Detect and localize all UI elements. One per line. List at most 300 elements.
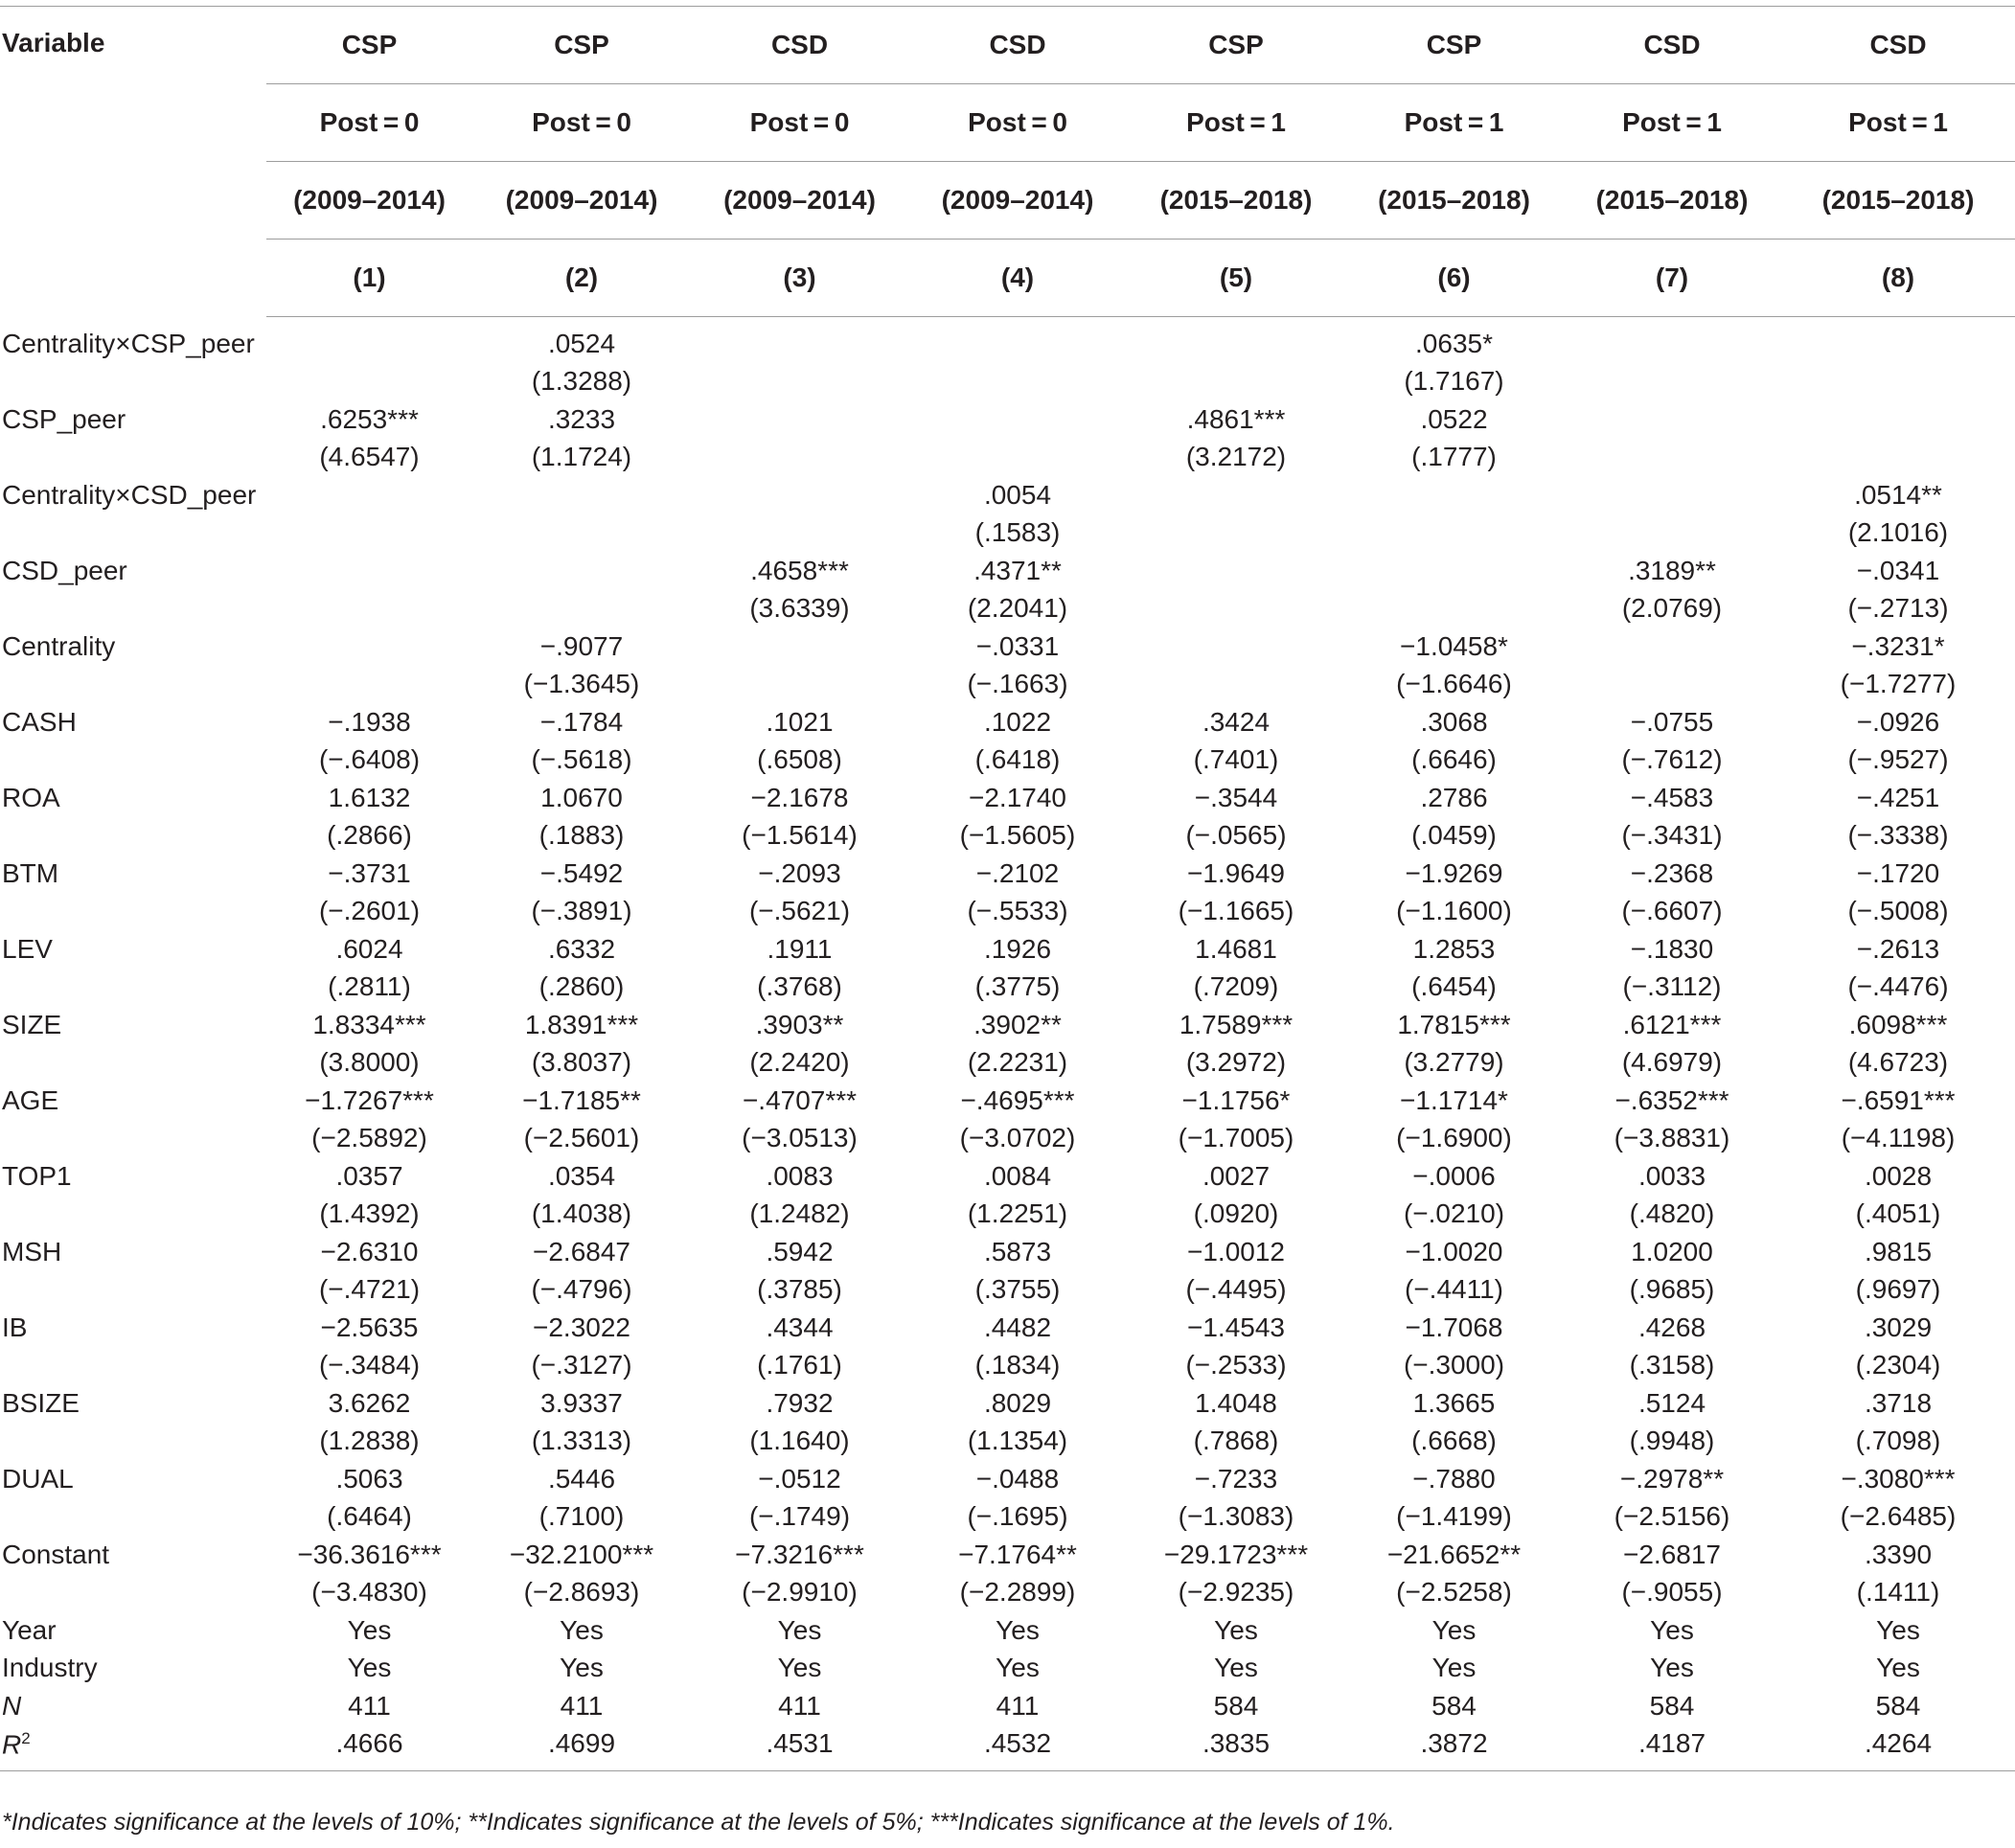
coefficient-cell: −.1830	[1630, 933, 1714, 964]
column-number-header: (5)	[1127, 240, 1345, 317]
dependent-header: CSP	[266, 7, 472, 84]
t-statistic-cell: (3.6339)	[749, 593, 850, 624]
coefficient-cell: −.9077	[539, 630, 624, 661]
t-statistic-cell: (1.1354)	[967, 1426, 1068, 1456]
value-cell: Yes	[1214, 1614, 1258, 1645]
t-statistic-cell	[908, 363, 1127, 401]
t-statistic-cell: (−.7612)	[1621, 744, 1723, 775]
value-cell: 411	[560, 1690, 604, 1721]
t-statistic-cell: (.9948)	[1629, 1426, 1715, 1456]
coefficient-cell: −.0512	[758, 1463, 841, 1494]
coefficient-cell: −.3731	[328, 857, 411, 888]
coefficient-cell: .0524	[547, 328, 616, 358]
coefficient-cell: .3424	[1202, 706, 1271, 737]
coefficient-cell: .0083	[766, 1160, 834, 1191]
variable-label: BTM	[2, 857, 59, 888]
t-statistic-cell: (.6418)	[974, 744, 1061, 775]
variable-label	[0, 1650, 266, 1688]
period-header: (2009–2014)	[472, 162, 691, 240]
coefficient-cell: −2.1740	[969, 782, 1066, 812]
header-row-period	[0, 162, 2015, 240]
t-statistic-cell: (1.2251)	[967, 1198, 1068, 1229]
t-statistic-cell: (−.9527)	[1847, 744, 1949, 775]
coefficient-cell	[1563, 476, 1781, 514]
dependent-header: CSD	[1563, 7, 1781, 84]
table-row	[0, 1044, 2015, 1083]
table-header	[0, 7, 2015, 317]
t-statistic-cell	[1345, 590, 1563, 628]
table-row	[0, 1423, 2015, 1461]
coefficient-cell: 1.4681	[1195, 933, 1277, 964]
dependent-header: CSD	[691, 7, 908, 84]
column-number-header: (1)	[266, 240, 472, 317]
table-row	[0, 552, 2015, 590]
coefficient-cell: −29.1723***	[1163, 1539, 1309, 1569]
t-statistic-cell: (1.2482)	[749, 1198, 850, 1229]
t-statistic-cell: (.7209)	[1193, 971, 1279, 1002]
t-statistic-cell: (−.4495)	[1185, 1274, 1287, 1305]
t-statistic-cell: (.1834)	[974, 1350, 1061, 1380]
value-cell: .4532	[908, 1725, 1127, 1771]
table-row	[0, 779, 2015, 817]
table-row	[0, 1082, 2015, 1120]
coefficient-cell: −2.5635	[320, 1312, 419, 1342]
t-statistic-cell: (−2.5258)	[1396, 1577, 1512, 1608]
t-statistic-cell: (−.4796)	[531, 1274, 632, 1305]
table-row	[0, 317, 2015, 363]
coefficient-cell: −.3080***	[1841, 1463, 1956, 1494]
t-statistic-cell: (.0459)	[1411, 820, 1497, 851]
coefficient-cell: −1.7068	[1405, 1312, 1503, 1342]
coefficient-cell: −32.2100***	[509, 1539, 654, 1569]
t-statistic-cell: (.6464)	[327, 1501, 412, 1532]
t-statistic-cell: (.4820)	[1629, 1198, 1715, 1229]
coefficient-cell	[691, 400, 908, 439]
t-statistic-cell: (−1.3083)	[1178, 1501, 1294, 1532]
coefficient-cell: −1.0012	[1187, 1236, 1285, 1266]
coefficient-cell	[1127, 317, 1345, 363]
coefficient-cell: −1.7267***	[305, 1084, 434, 1115]
coefficient-cell: −.0926	[1856, 706, 1940, 737]
column-number-header: (8)	[1781, 240, 2015, 317]
value-cell: Yes	[1650, 1653, 1694, 1683]
t-statistic-cell	[1563, 363, 1781, 401]
value-cell: 411	[348, 1690, 391, 1721]
coefficient-cell	[472, 552, 691, 590]
value-cell: Yes	[1214, 1653, 1258, 1683]
post-header: Post = 1	[1563, 84, 1781, 162]
t-statistic-cell: (2.2041)	[967, 593, 1068, 624]
table-row	[0, 855, 2015, 893]
t-statistic-cell: (2.2231)	[967, 1047, 1068, 1078]
dependent-header: CSP	[472, 7, 691, 84]
table-row	[0, 741, 2015, 780]
table-row	[0, 1196, 2015, 1234]
coefficient-cell: −.2368	[1630, 857, 1714, 888]
table-row	[0, 1498, 2015, 1537]
coefficient-cell: .0033	[1637, 1160, 1706, 1191]
dependent-header: CSP	[1345, 7, 1563, 84]
coefficient-cell	[1781, 400, 2015, 439]
value-cell: .4666	[266, 1725, 472, 1771]
value-cell: Yes	[996, 1653, 1040, 1683]
t-statistic-cell: (−.9055)	[1621, 1577, 1723, 1608]
t-statistic-cell: (.1777)	[1411, 442, 1497, 472]
coefficient-cell: .4371**	[973, 555, 1062, 585]
t-statistic-cell: (3.2972)	[1185, 1047, 1287, 1078]
t-statistic-cell: (−2.2899)	[959, 1577, 1076, 1608]
coefficient-cell: 1.7815***	[1397, 1009, 1511, 1039]
t-statistic-cell	[691, 514, 908, 553]
dependent-header: CSD	[908, 7, 1127, 84]
t-statistic-cell	[266, 514, 472, 553]
empty-cell	[0, 893, 266, 931]
coefficient-cell: .3718	[1864, 1387, 1933, 1418]
empty-cell	[0, 1347, 266, 1385]
table-row	[0, 439, 2015, 477]
t-statistic-cell: (−.1749)	[748, 1501, 851, 1532]
t-statistic-cell: (−1.3645)	[523, 669, 640, 699]
coefficient-cell: −1.9649	[1187, 857, 1285, 888]
t-statistic-cell	[1127, 363, 1345, 401]
value-cell: Yes	[996, 1614, 1040, 1645]
coefficient-cell	[1127, 627, 1345, 666]
t-statistic-cell: (1.4392)	[319, 1198, 420, 1229]
t-statistic-cell: (3.8000)	[319, 1047, 420, 1078]
t-statistic-cell: (1.3313)	[531, 1426, 632, 1456]
period-header: (2009–2014)	[691, 162, 908, 240]
empty-cell	[0, 590, 266, 628]
coefficient-cell: .6332	[547, 933, 616, 964]
value-cell: 584	[1649, 1690, 1695, 1721]
column-number-header: (4)	[908, 240, 1127, 317]
coefficient-cell	[1563, 400, 1781, 439]
coefficient-cell: .4658***	[750, 555, 849, 585]
value-cell: 411	[996, 1690, 1040, 1721]
coefficient-cell: −.7880	[1412, 1463, 1496, 1494]
coefficient-cell: .5873	[983, 1236, 1052, 1266]
coefficient-cell: −.4251	[1856, 782, 1940, 812]
t-statistic-cell	[472, 514, 691, 553]
t-statistic-cell: (−.3127)	[531, 1350, 632, 1380]
coefficient-cell: 1.8391***	[524, 1009, 639, 1039]
t-statistic-cell: (−.6408)	[318, 744, 421, 775]
t-statistic-cell: (.3768)	[757, 971, 842, 1002]
coefficient-cell	[266, 476, 472, 514]
post-header: Post = 0	[691, 84, 908, 162]
t-statistic-cell: (−3.8831)	[1614, 1123, 1730, 1153]
coefficient-cell: .6121***	[1622, 1009, 1722, 1039]
coefficient-cell: .3068	[1420, 706, 1488, 737]
t-statistic-cell: (.3775)	[974, 971, 1061, 1002]
empty-cell	[0, 1120, 266, 1158]
coefficient-cell	[472, 476, 691, 514]
t-statistic-cell: (−.3000)	[1403, 1350, 1505, 1380]
t-statistic-cell: (−.0210)	[1403, 1198, 1505, 1229]
coefficient-cell: .0354	[547, 1160, 616, 1191]
t-statistic-cell: (−1.1600)	[1396, 896, 1512, 926]
value-cell: .4531	[691, 1725, 908, 1771]
table-row	[0, 930, 2015, 969]
t-statistic-cell	[1563, 666, 1781, 704]
value-cell: Yes	[560, 1653, 604, 1683]
column-number-header: (7)	[1563, 240, 1781, 317]
coefficient-cell: 1.3665	[1412, 1387, 1496, 1418]
empty-cell	[0, 666, 266, 704]
coefficient-cell: −2.6847	[533, 1236, 630, 1266]
t-statistic-cell: (−.3112)	[1622, 971, 1722, 1002]
variable-label: IB	[2, 1312, 28, 1342]
variable-label: MSH	[2, 1236, 62, 1266]
coefficient-cell: −1.7185**	[522, 1084, 641, 1115]
coefficient-cell: .4861***	[1186, 403, 1286, 434]
empty-cell	[0, 363, 266, 401]
coefficient-cell: .3390	[1864, 1539, 1933, 1569]
coefficient-cell: −.2978**	[1619, 1463, 1725, 1494]
coefficient-cell: .3903**	[755, 1009, 844, 1039]
coefficient-cell: .5942	[766, 1236, 834, 1266]
t-statistic-cell: (−1.7277)	[1840, 669, 1957, 699]
empty-cell	[0, 1196, 266, 1234]
t-statistic-cell: (−.6607)	[1621, 896, 1723, 926]
coefficient-cell	[1127, 476, 1345, 514]
t-statistic-cell: (2.1016)	[1847, 517, 1949, 548]
t-statistic-cell: (−2.5601)	[523, 1123, 640, 1153]
coefficient-cell: −.2613	[1856, 933, 1940, 964]
table-row	[0, 1157, 2015, 1196]
value-cell: 584	[1213, 1690, 1259, 1721]
coefficient-cell: 1.2853	[1412, 933, 1496, 964]
variable-label	[0, 1725, 266, 1771]
t-statistic-cell: (−.4476)	[1847, 971, 1949, 1002]
empty-cell	[0, 1271, 266, 1310]
t-statistic-cell: (4.6979)	[1621, 1047, 1723, 1078]
variable-label-text: N	[2, 1690, 22, 1721]
t-statistic-cell: (.1761)	[757, 1350, 842, 1380]
table-row	[0, 1611, 2015, 1650]
coefficient-cell: −.0488	[975, 1463, 1060, 1494]
t-statistic-cell: (.7868)	[1193, 1426, 1279, 1456]
value-cell: Yes	[347, 1614, 392, 1645]
t-statistic-cell: (2.0769)	[1621, 593, 1723, 624]
t-statistic-cell: (.1583)	[974, 517, 1061, 548]
t-statistic-cell: (−.1663)	[967, 669, 1068, 699]
coefficient-cell	[266, 317, 472, 363]
variable-label: CSD_peer	[2, 555, 127, 585]
value-cell: Yes	[1876, 1653, 1920, 1683]
value-cell: .4264	[1781, 1725, 2015, 1771]
coefficient-cell: −1.1756*	[1181, 1084, 1291, 1115]
t-statistic-cell	[1781, 363, 2015, 401]
t-statistic-cell: (.1883)	[538, 820, 625, 851]
coefficient-cell: −2.6310	[320, 1236, 419, 1266]
dependent-header: CSD	[1781, 7, 2015, 84]
t-statistic-cell: (−.2601)	[318, 896, 421, 926]
value-cell: .4187	[1563, 1725, 1781, 1771]
coefficient-cell	[908, 400, 1127, 439]
empty-cell	[0, 1044, 266, 1083]
table-row	[0, 666, 2015, 704]
table-row	[0, 1120, 2015, 1158]
coefficient-cell: .0514**	[1854, 479, 1942, 510]
t-statistic-cell: (−.3338)	[1847, 820, 1949, 851]
value-cell: Yes	[1431, 1614, 1477, 1645]
coefficient-cell	[1781, 317, 2015, 363]
empty-cell	[0, 514, 266, 553]
coefficient-cell: −1.4543	[1187, 1312, 1285, 1342]
t-statistic-cell: (−.5618)	[531, 744, 632, 775]
t-statistic-cell: (3.2172)	[1185, 442, 1287, 472]
t-statistic-cell: (−.3431)	[1621, 820, 1723, 851]
coefficient-cell: 3.6262	[328, 1387, 411, 1418]
value-cell: 584	[1431, 1690, 1477, 1721]
coefficient-cell: .1911	[767, 933, 833, 964]
t-statistic-cell: (1.1640)	[749, 1426, 850, 1456]
coefficient-cell: −.4583	[1630, 782, 1714, 812]
value-cell: Yes	[777, 1614, 822, 1645]
coefficient-cell: −36.3616***	[297, 1539, 442, 1569]
coefficient-cell: .5446	[547, 1463, 616, 1494]
empty-cell	[0, 969, 266, 1007]
coefficient-cell	[1345, 476, 1563, 514]
coefficient-cell: .0522	[1420, 403, 1488, 434]
coefficient-cell	[691, 627, 908, 666]
variable-label: BSIZE	[2, 1387, 80, 1418]
empty-cell	[0, 1423, 266, 1461]
coefficient-cell: .0635*	[1415, 328, 1493, 358]
column-number-header: (2)	[472, 240, 691, 317]
coefficient-cell: 3.9337	[540, 1387, 623, 1418]
t-statistic-cell: (1.3288)	[531, 366, 632, 397]
t-statistic-cell: (3.8037)	[531, 1047, 632, 1078]
t-statistic-cell: (−.1695)	[967, 1501, 1068, 1532]
coefficient-cell: .6098***	[1848, 1009, 1948, 1039]
value-cell: Yes	[1650, 1614, 1694, 1645]
t-statistic-cell: (.3755)	[974, 1274, 1061, 1305]
t-statistic-cell	[691, 666, 908, 704]
table-row	[0, 893, 2015, 931]
coefficient-cell: −1.0458*	[1400, 630, 1508, 661]
t-statistic-cell	[1563, 439, 1781, 477]
t-statistic-cell: (.0920)	[1193, 1198, 1279, 1229]
value-cell: Yes	[560, 1614, 604, 1645]
t-statistic-cell: (−1.6900)	[1396, 1123, 1512, 1153]
coefficient-cell: −1.0020	[1405, 1236, 1503, 1266]
t-statistic-cell: (.2811)	[328, 971, 411, 1002]
coefficient-cell	[266, 627, 472, 666]
variable-label: LEV	[2, 933, 53, 964]
empty-cell	[0, 439, 266, 477]
t-statistic-cell	[472, 590, 691, 628]
coefficient-cell: .2786	[1420, 782, 1488, 812]
variable-label	[0, 1687, 266, 1725]
value-cell: Yes	[777, 1653, 822, 1683]
t-statistic-cell: (−2.9910)	[742, 1577, 858, 1608]
t-statistic-cell: (4.6547)	[319, 442, 420, 472]
variable-label: Centrality×CSP_peer	[2, 328, 255, 358]
t-statistic-cell: (−.5533)	[967, 896, 1068, 926]
period-header: (2015–2018)	[1127, 162, 1345, 240]
regression-table	[0, 6, 2015, 1771]
coefficient-cell: 1.8334***	[312, 1009, 426, 1039]
t-statistic-cell: (−3.0702)	[959, 1123, 1076, 1153]
t-statistic-cell: (−1.1665)	[1178, 896, 1294, 926]
t-statistic-cell: (.7401)	[1193, 744, 1279, 775]
t-statistic-cell: (.3785)	[757, 1274, 842, 1305]
t-statistic-cell: (1.1724)	[531, 442, 632, 472]
coefficient-cell: .1022	[983, 706, 1052, 737]
post-header: Post = 0	[472, 84, 691, 162]
variable-label-text: Industry	[2, 1653, 98, 1683]
coefficient-cell: .4482	[983, 1312, 1052, 1342]
empty-cell	[0, 1498, 266, 1537]
coefficient-cell: 1.7589***	[1179, 1009, 1294, 1039]
header-row-dependent	[0, 7, 2015, 84]
period-header: (2015–2018)	[1781, 162, 2015, 240]
header-row-column-number	[0, 240, 2015, 317]
t-statistic-cell: (−4.1198)	[1841, 1123, 1956, 1153]
t-statistic-cell: (−.3484)	[318, 1350, 421, 1380]
t-statistic-cell: (.7100)	[538, 1501, 625, 1532]
coefficient-cell: −2.1678	[750, 782, 849, 812]
variable-label: AGE	[2, 1084, 59, 1115]
post-header: Post = 0	[908, 84, 1127, 162]
t-statistic-cell: (−.3891)	[531, 896, 632, 926]
coefficient-cell: .1926	[983, 933, 1052, 964]
coefficient-cell: −.4707***	[742, 1084, 858, 1115]
value-cell: .3872	[1345, 1725, 1563, 1771]
variable-label: Constant	[2, 1539, 110, 1569]
t-statistic-cell: (.1411)	[1856, 1577, 1940, 1608]
t-statistic-cell: (−2.5156)	[1614, 1501, 1730, 1532]
t-statistic-cell: (−1.6646)	[1396, 669, 1512, 699]
t-statistic-cell: (−2.9235)	[1178, 1577, 1294, 1608]
t-statistic-cell: (.7098)	[1855, 1426, 1941, 1456]
variable-label: TOP1	[2, 1160, 72, 1191]
t-statistic-cell: (.2304)	[1855, 1350, 1941, 1380]
table-row	[0, 703, 2015, 741]
dependent-header: CSP	[1127, 7, 1345, 84]
coefficient-cell: .4268	[1637, 1312, 1706, 1342]
coefficient-cell: .3029	[1864, 1312, 1933, 1342]
table-row	[0, 1006, 2015, 1044]
coefficient-cell: .9815	[1864, 1236, 1933, 1266]
coefficient-cell: −.4695***	[960, 1084, 1075, 1115]
empty-cell	[0, 817, 266, 856]
coefficient-cell: −.2093	[758, 857, 841, 888]
t-statistic-cell: (1.4038)	[531, 1198, 632, 1229]
coefficient-cell: −.3231*	[1851, 630, 1945, 661]
coefficient-cell: −7.3216***	[735, 1539, 864, 1569]
t-statistic-cell: (−.2713)	[1847, 593, 1949, 624]
coefficient-cell: −.7233	[1194, 1463, 1278, 1494]
coefficient-cell	[691, 317, 908, 363]
coefficient-cell: .0027	[1202, 1160, 1271, 1191]
variable-column-header: Variable	[0, 7, 266, 317]
t-statistic-cell: (−2.6485)	[1840, 1501, 1957, 1532]
coefficient-cell	[1563, 317, 1781, 363]
t-statistic-cell: (−.2533)	[1185, 1350, 1287, 1380]
coefficient-cell	[1127, 552, 1345, 590]
value-cell: 584	[1875, 1690, 1921, 1721]
coefficient-cell: −.0006	[1412, 1160, 1496, 1191]
coefficient-cell: −.0755	[1630, 706, 1714, 737]
table-row	[0, 1725, 2015, 1771]
table-row	[0, 817, 2015, 856]
column-number-header: (6)	[1345, 240, 1563, 317]
coefficient-cell: .0084	[983, 1160, 1052, 1191]
coefficient-cell: 1.4048	[1195, 1387, 1277, 1418]
